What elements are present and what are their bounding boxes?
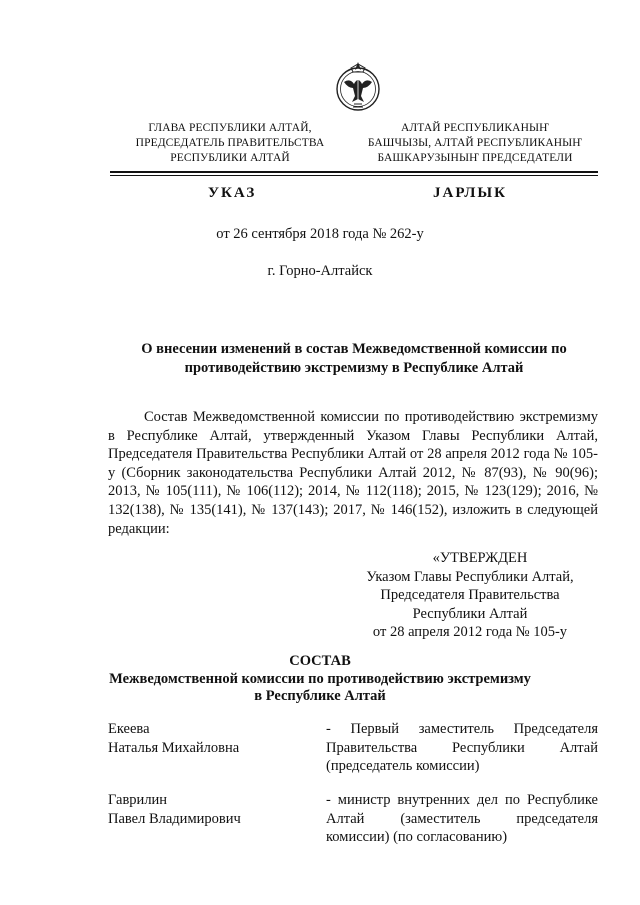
issuer-line: БАШЧЫЗЫ, АЛТАЙ РЕСПУБЛИКАНЫҤ — [367, 137, 583, 149]
approval-line: Республики Алтай — [412, 605, 528, 622]
approval-line: Указом Главы Республики Алтай, — [366, 568, 574, 585]
member-given-name: Наталья Михайловна — [108, 739, 240, 756]
decree-label-altai: JАРЛЫК — [433, 185, 508, 201]
member-surname: Гаврилин — [108, 792, 168, 808]
approval-line: Председателя Правительства — [380, 587, 560, 604]
member-name — [108, 720, 308, 757]
composition-subtitle: Межведомственной комиссии по противодействию экстремизму — [109, 670, 531, 687]
member-role: - министр внутренних дел по Республике Алтай (заместитель председателя комиссии) (по согласованию) — [326, 792, 598, 846]
member-given-name: Павел Владимирович — [108, 810, 241, 827]
composition-heading: СОСТАВ — [289, 653, 351, 669]
decree-title: О внесении изменений в состав Межведомственной комиссии по противодействию экстремизму в Республике Алтай — [141, 341, 567, 376]
issuer-line: БАШКАРУЗЫНЫҤ ПРЕДСЕДАТЕЛИ — [377, 152, 573, 164]
issuer-title-altai — [355, 121, 595, 166]
composition-heading-block — [0, 653, 640, 706]
issuer-title-russian — [120, 121, 340, 166]
member-name — [108, 791, 308, 828]
issuer-line: АЛТАЙ РЕСПУБЛИКАНЫҤ — [401, 122, 549, 134]
issuer-line: ГЛАВА РЕСПУБЛИКИ АЛТАЙ, — [148, 122, 312, 134]
header-divider-thick — [110, 171, 598, 173]
decree-label-russian: УКАЗ — [208, 185, 257, 201]
issuer-line: ПРЕДСЕДАТЕЛЬ ПРАВИТЕЛЬСТВА — [135, 137, 325, 149]
decree-date-number: от 26 сентября 2018 года № 262-у — [216, 226, 424, 242]
approval-block — [350, 549, 590, 642]
composition-subtitle: в Республике Алтай — [254, 688, 386, 704]
approval-line: от 28 апреля 2012 года № 105-у — [372, 624, 568, 641]
body-paragraph: Состав Межведомственной комиссии по противодействию экстремизму в Республике Алтай, утвержденный Указом Главы Республики Алтай, Председателя Правительства Республики Алтай от 28 апреля 2012 года № 105-у (Сборник законодательства Республики Алтай 2012, № 87(93), № 90(96); 2013, № 105(111), № 106(112); 2014, № 112(118); 2015, № 123(129); 2016, № 132(138), № 135(141), № 137(143); 2017, № 146(152), изложить в следующей редакции: — [108, 409, 598, 537]
issuer-line: РЕСПУБЛИКИ АЛТАЙ — [170, 152, 290, 164]
emblem-icon — [334, 58, 382, 118]
header-divider-thin — [110, 175, 598, 176]
member-surname: Екеева — [108, 721, 150, 737]
decree-city: г. Горно-Алтайск — [267, 263, 373, 279]
member-role: - Первый заместитель Председателя Правительства Республики Алтай (председатель комиссии) — [326, 721, 598, 775]
approval-line: «УТВЕРЖДЕН — [432, 550, 528, 566]
